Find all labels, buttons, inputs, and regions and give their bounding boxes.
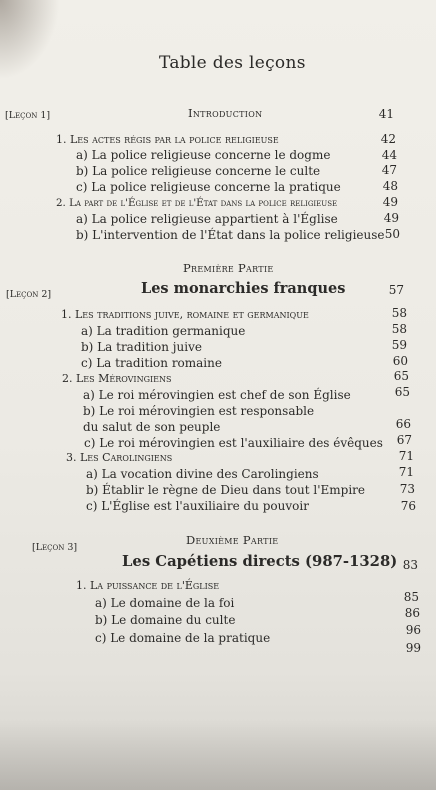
toc-item: b) Le domaine du culte (95, 613, 236, 627)
lesson-1-section-2-page: 49 (382, 195, 398, 209)
lesson-3-heading: Les Capétiens directs (987-1328) (122, 553, 398, 570)
toc-item-page: 60 (392, 354, 408, 368)
toc-item-page: 47 (381, 163, 397, 177)
toc-item: b) L'intervention de l'État dans la police religieuse (76, 228, 385, 242)
toc-item: b) La tradition juive (81, 340, 202, 354)
toc-item: b) Établir le règne de Dieu dans tout l'Empire (86, 483, 366, 497)
lesson-2-page: 57 (388, 283, 404, 297)
toc-item: c) La tradition romaine (81, 356, 222, 370)
toc-item-page: 96 (405, 623, 421, 637)
lesson-1-section-1: 1. Les actes régis par la police religieuse (56, 133, 279, 146)
lesson-3-label: [Leçon 3] (32, 542, 78, 553)
lesson-1-section-2: 2. La part de l'Église et de l'État dans la police religieuse (56, 197, 338, 209)
lesson-3-section-1-page: 85 (403, 590, 419, 604)
toc-item-page: 49 (383, 211, 399, 225)
toc-item-page: 99 (405, 641, 421, 655)
toc-item: a) La vocation divine des Carolingiens (86, 467, 319, 481)
toc-item: a) Le roi mérovingien est chef de son Église (83, 388, 351, 402)
toc-item: c) La police religieuse concerne la pratique (76, 180, 341, 194)
toc-item-page: 67 (396, 433, 412, 447)
lesson-2-heading: Les monarchies franques (141, 280, 346, 297)
toc-item-page: 50 (384, 227, 400, 241)
toc-item: a) La tradition germanique (81, 324, 246, 338)
lesson-2-label: [Leçon 2] (6, 289, 52, 300)
lesson-1-heading: Introduction (188, 106, 263, 120)
toc-item-page: 59 (391, 338, 407, 352)
lesson-1-section-1-page: 42 (380, 132, 396, 146)
lesson-2-section-2-page: 65 (393, 369, 409, 383)
lesson-1-page: 41 (378, 107, 394, 121)
toc-item-page: 76 (400, 499, 416, 513)
toc-item: c) Le roi mérovingien est l'auxiliaire des évêques (84, 436, 383, 450)
toc-item-page: 66 (395, 417, 411, 431)
lesson-2-section-1: 1. Les traditions juive, romaine et germanique (61, 308, 309, 321)
lesson-3-section-1: 1. La puissance de l'Église (76, 579, 220, 592)
toc-item: a) La police religieuse appartient à l'Église (76, 212, 338, 226)
toc-item-page: 44 (381, 148, 397, 162)
toc-item: c) L'Église est l'auxiliaire du pouvoir (86, 499, 309, 513)
toc-item: c) Le domaine de la pratique (95, 631, 271, 645)
toc-item: a) Le domaine de la foi (95, 596, 235, 610)
lesson-3-page: 83 (402, 558, 418, 572)
toc-item-page: 58 (391, 322, 407, 336)
toc-item-page: 71 (398, 465, 414, 479)
lesson-2-section-2: 2. Les Mérovingiens (62, 372, 172, 385)
toc-item: b) La police religieuse concerne le culte (76, 164, 321, 178)
toc-item-page: 86 (404, 606, 420, 620)
toc-item: a) La police religieuse concerne le dogme (76, 148, 331, 162)
toc-item-continued: du salut de son peuple (83, 420, 221, 434)
toc-item-page: 65 (394, 385, 410, 399)
toc-item: b) Le roi mérovingien est responsable (83, 404, 315, 418)
toc-item-page: 48 (382, 179, 398, 193)
finger-shadow (0, 0, 60, 80)
lesson-3-part: Deuxième Partie (186, 533, 279, 547)
lesson-2-section-3-page: 71 (398, 449, 414, 463)
lesson-2-part: Première Partie (183, 261, 274, 275)
toc-item-page: 73 (399, 482, 415, 496)
lesson-1-label: [Leçon 1] (5, 110, 51, 121)
page-title: Table des leçons (159, 53, 306, 73)
page-bottom-shadow (0, 720, 436, 790)
lesson-2-section-3: 3. Les Carolingiens (66, 451, 173, 464)
lesson-2-section-1-page: 58 (391, 306, 407, 320)
